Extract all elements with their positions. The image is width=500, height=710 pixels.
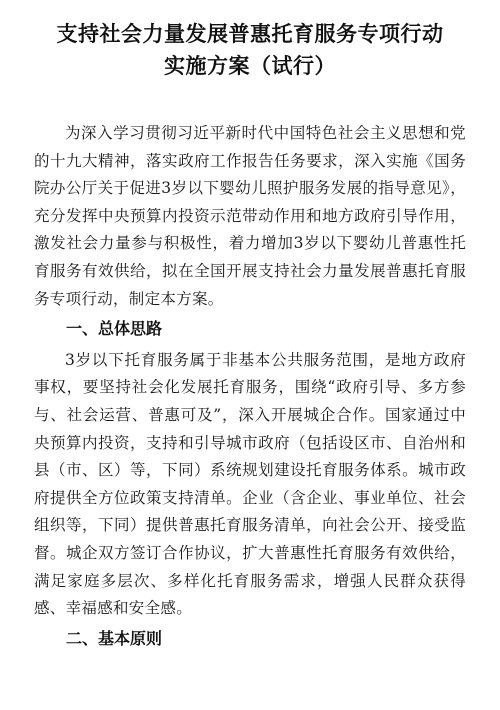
title-line-1: 支持社会力量发展普惠托育服务专项行动 bbox=[56, 22, 444, 46]
overall-approach-paragraph: 3岁以下托育服务属于非基本公共服务范围，是地方政府事权，要坚持社会化发展托育服务，围绕“政府引导、多方参与、社会运营、普惠可及”，深入开展城企合作。国家通过中央预算内投资，支持和引导城市政府（包括设区市、自治州和县（市、区）等，下同）系统规划建设托育服务体系。城市政府提供全方位政策支持清单。企业（含企业、事业单位、社会组织等，下同）提供普惠托育服务清单，向社会公开、接受监督。城企双方签订合作协议，扩大普惠性托育服务有效供给，满足家庭多层次、多样化托育服务需求，增强人民群众获得感、幸福感和安全感。 bbox=[34, 350, 466, 618]
document-title-block bbox=[34, 18, 466, 82]
section-heading-overall-approach: 一、总体思路 bbox=[66, 319, 163, 339]
title-line-2: 实施方案（试行） bbox=[164, 54, 336, 78]
document-title bbox=[34, 18, 466, 82]
intro-paragraph: 为深入学习贯彻习近平新时代中国特色社会主义思想和党的十九大精神，落实政府工作报告任务要求，深入实施《国务院办公厅关于促进3岁以下婴幼儿照护服务发展的指导意见》，充分发挥中央预算内投资示范带动作用和地方政府引导作用，激发社会力量参与积极性，着力增加3岁以下婴幼儿普惠性托育服务有效供给，拟在全国开展支持社会力量发展普惠托育服务专项行动，制定本方案。 bbox=[34, 124, 466, 308]
section-heading-basic-principles: 二、基本原则 bbox=[66, 628, 163, 648]
